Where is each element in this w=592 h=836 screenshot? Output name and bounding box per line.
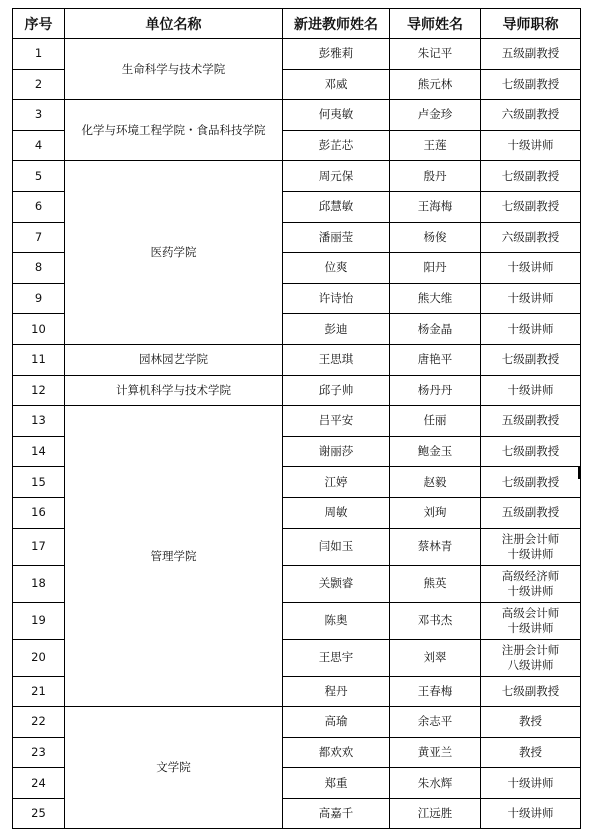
seq-cell: 8: [13, 253, 65, 284]
seq-cell: 12: [13, 375, 65, 406]
mentor-assignment-table-wrapper: [12, 8, 581, 829]
seq-cell: 13: [13, 406, 65, 437]
seq-cell: 17: [13, 528, 65, 565]
teacher-cell: 都欢欢: [283, 737, 390, 768]
title-line: 七级副教授: [501, 352, 560, 367]
table-body: [13, 39, 581, 829]
seq-cell: 6: [13, 191, 65, 222]
header-seq: 序号: [13, 9, 65, 39]
mentor-cell: 唐艳平: [390, 344, 481, 375]
mentor-cell: 朱记平: [390, 39, 481, 70]
title-cell: [481, 707, 581, 738]
seq-cell: 10: [13, 314, 65, 345]
table-row: [13, 100, 581, 131]
teacher-cell: 许诗怡: [283, 283, 390, 314]
seq-cell: 9: [13, 283, 65, 314]
title-cell: [481, 768, 581, 799]
table-row: [13, 375, 581, 406]
mentor-cell: 江远胜: [390, 798, 481, 829]
teacher-cell: 何夷敏: [283, 100, 390, 131]
seq-cell: 19: [13, 602, 65, 639]
title-cell: [481, 639, 581, 676]
seq-cell: 5: [13, 161, 65, 192]
seq-cell: 14: [13, 436, 65, 467]
table-row: [13, 344, 581, 375]
unit-cell: 医药学院: [65, 161, 283, 345]
title-cell: [481, 406, 581, 437]
teacher-cell: 邓威: [283, 69, 390, 100]
title-cell: [481, 528, 581, 565]
title-line: 七级副教授: [501, 168, 560, 183]
teacher-cell: 位爽: [283, 253, 390, 284]
title-line: 十级讲师: [507, 546, 554, 561]
title-cell: [481, 798, 581, 829]
teacher-cell: 江婷: [283, 467, 390, 498]
seq-cell: 25: [13, 798, 65, 829]
mentor-cell: 余志平: [390, 707, 481, 738]
title-line: 教授: [519, 714, 542, 729]
title-line: 十级讲师: [507, 583, 554, 598]
title-cell: [481, 191, 581, 222]
unit-cell: 管理学院: [65, 406, 283, 707]
title-line: 十级讲师: [507, 775, 554, 790]
teacher-cell: 闫如玉: [283, 528, 390, 565]
header-mentor: 导师姓名: [390, 9, 481, 39]
title-line: 高级经济师: [501, 568, 560, 583]
teacher-cell: 郑重: [283, 768, 390, 799]
mentor-cell: 杨丹丹: [390, 375, 481, 406]
title-line: 六级副教授: [501, 229, 560, 244]
mentor-cell: 王海梅: [390, 191, 481, 222]
unit-cell: 园林园艺学院: [65, 344, 283, 375]
mentor-cell: 王莲: [390, 130, 481, 161]
teacher-cell: 谢丽莎: [283, 436, 390, 467]
title-cell: [481, 39, 581, 70]
mentor-cell: 杨俊: [390, 222, 481, 253]
mentor-cell: 黄亚兰: [390, 737, 481, 768]
table-row: [13, 707, 581, 738]
seq-cell: 21: [13, 676, 65, 707]
teacher-cell: 陈奥: [283, 602, 390, 639]
unit-cell: 化学与环境工程学院・食品科技学院: [65, 100, 283, 161]
mentor-cell: 任丽: [390, 406, 481, 437]
seq-cell: 11: [13, 344, 65, 375]
mentor-cell: 刘翠: [390, 639, 481, 676]
teacher-cell: 彭芷芯: [283, 130, 390, 161]
mentor-cell: 殷丹: [390, 161, 481, 192]
title-cell: [481, 565, 581, 602]
title-line: 五级副教授: [501, 46, 560, 61]
title-cell: [481, 467, 581, 498]
title-cell: [481, 283, 581, 314]
title-line: 七级副教授: [501, 199, 560, 214]
title-cell: [481, 253, 581, 284]
mentor-cell: 赵毅: [390, 467, 481, 498]
title-cell: [481, 602, 581, 639]
seq-cell: 18: [13, 565, 65, 602]
mentor-cell: 王春梅: [390, 676, 481, 707]
title-cell: [481, 222, 581, 253]
unit-cell: 生命科学与技术学院: [65, 39, 283, 100]
seq-cell: 3: [13, 100, 65, 131]
title-cell: [481, 375, 581, 406]
mentor-cell: 蔡林青: [390, 528, 481, 565]
teacher-cell: 彭雅莉: [283, 39, 390, 70]
mentor-cell: 刘珣: [390, 497, 481, 528]
mentor-cell: 卢金珍: [390, 100, 481, 131]
page-edge-mark: [578, 466, 580, 479]
title-line: 十级讲师: [507, 620, 554, 635]
title-line: 十级讲师: [507, 321, 554, 336]
title-line: 八级讲师: [507, 657, 554, 672]
title-line: 十级讲师: [507, 260, 554, 275]
mentor-cell: 熊元林: [390, 69, 481, 100]
seq-cell: 2: [13, 69, 65, 100]
title-line: 七级副教授: [501, 683, 560, 698]
title-cell: [481, 436, 581, 467]
table-row: [13, 39, 581, 70]
teacher-cell: 邱慧敏: [283, 191, 390, 222]
title-line: 十级讲师: [507, 138, 554, 153]
title-line: 五级副教授: [501, 413, 560, 428]
mentor-cell: 朱水辉: [390, 768, 481, 799]
seq-cell: 4: [13, 130, 65, 161]
title-cell: [481, 737, 581, 768]
teacher-cell: 王思琪: [283, 344, 390, 375]
unit-cell: 计算机科学与技术学院: [65, 375, 283, 406]
teacher-cell: 邱子帅: [283, 375, 390, 406]
title-line: 十级讲师: [507, 382, 554, 397]
teacher-cell: 潘丽莹: [283, 222, 390, 253]
title-line: 七级副教授: [501, 474, 560, 489]
title-line: 十级讲师: [507, 291, 554, 306]
title-cell: [481, 497, 581, 528]
mentor-cell: 邓书杰: [390, 602, 481, 639]
title-line: 十级讲师: [507, 806, 554, 821]
header-title: 导师职称: [481, 9, 581, 39]
seq-cell: 1: [13, 39, 65, 70]
seq-cell: 22: [13, 707, 65, 738]
teacher-cell: 程丹: [283, 676, 390, 707]
teacher-cell: 彭迪: [283, 314, 390, 345]
header-teacher: 新进教师姓名: [283, 9, 390, 39]
unit-cell: 文学院: [65, 707, 283, 829]
title-line: 教授: [519, 744, 542, 759]
table-row: [13, 161, 581, 192]
mentor-cell: 熊大维: [390, 283, 481, 314]
title-cell: [481, 100, 581, 131]
title-cell: [481, 344, 581, 375]
table-row: [13, 406, 581, 437]
mentor-assignment-table: [12, 8, 581, 829]
teacher-cell: 高嘉千: [283, 798, 390, 829]
mentor-cell: 杨金晶: [390, 314, 481, 345]
seq-cell: 20: [13, 639, 65, 676]
seq-cell: 23: [13, 737, 65, 768]
mentor-cell: 阳丹: [390, 253, 481, 284]
header-row: [13, 9, 581, 39]
title-line: 注册会计师: [501, 642, 560, 657]
title-line: 注册会计师: [501, 531, 560, 546]
seq-cell: 7: [13, 222, 65, 253]
title-line: 五级副教授: [501, 505, 560, 520]
title-cell: [481, 130, 581, 161]
teacher-cell: 周敏: [283, 497, 390, 528]
mentor-cell: 熊英: [390, 565, 481, 602]
title-line: 六级副教授: [501, 107, 560, 122]
teacher-cell: 关颢睿: [283, 565, 390, 602]
teacher-cell: 吕平安: [283, 406, 390, 437]
title-line: 高级会计师: [501, 605, 560, 620]
seq-cell: 16: [13, 497, 65, 528]
title-cell: [481, 69, 581, 100]
title-cell: [481, 314, 581, 345]
title-line: 七级副教授: [501, 444, 560, 459]
seq-cell: 24: [13, 768, 65, 799]
title-cell: [481, 676, 581, 707]
title-line: 七级副教授: [501, 76, 560, 91]
teacher-cell: 高瑜: [283, 707, 390, 738]
teacher-cell: 王思宇: [283, 639, 390, 676]
teacher-cell: 周元保: [283, 161, 390, 192]
mentor-cell: 鲍金玉: [390, 436, 481, 467]
seq-cell: 15: [13, 467, 65, 498]
title-cell: [481, 161, 581, 192]
header-unit: 单位名称: [65, 9, 283, 39]
